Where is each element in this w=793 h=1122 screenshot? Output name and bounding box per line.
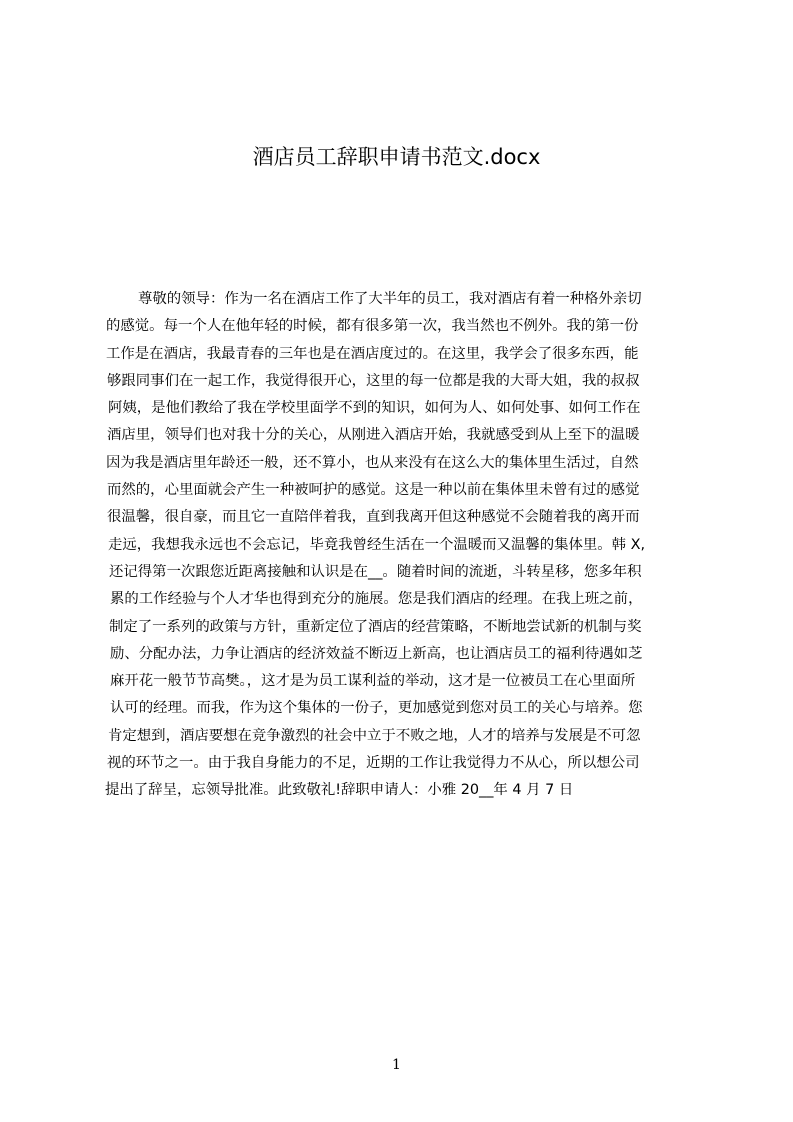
body-line: 尊敬的领导：作为一名在酒店工作了大半年的员工，我对酒店有着一种格外亲切 xyxy=(138,291,642,307)
body-line: 励、分配办法，力争让酒店的经济效益不断迈上新高，也让酒店员工的福利待遇如芝 xyxy=(110,645,643,662)
body-line: 肯定想到，酒店要想在竞争激烈的社会中立于不败之地，人才的培养与发展是不可忽 xyxy=(108,727,641,744)
body-line: 的感觉。每一个人在他年轻的时候，都有很多第一次，我当然也不例外。我的第一份 xyxy=(106,318,639,335)
page-number: 1 xyxy=(392,1057,401,1073)
body-line: 视的环节之一。由于我自身能力的不足，近期的工作让我觉得力不从心，所以想公司 xyxy=(107,755,640,772)
body-line: 走远，我想我永远也不会忘记，毕竟我曾经生活在一个温暖而又温馨的集体里。韩 X, xyxy=(108,536,646,553)
document-body xyxy=(106,286,706,805)
body-line: 认可的经理。而我，作为这个集体的一份子，更加感觉到您对员工的关心与培养。您 xyxy=(110,700,643,717)
body-line: 而然的，心里面就会产生一种被呵护的感觉。这是一种以前在集体里未曾有过的感觉 xyxy=(107,482,640,499)
body-line: 提出了辞呈，忘领导批准。此致敬礼!辞职申请人：小雅 20__年 4 月 7 日 xyxy=(105,782,574,799)
document-title: 酒店员工辞职申请书范文.docx xyxy=(252,145,541,169)
body-line: 累的工作经验与个人才华也得到充分的施展。您是我们酒店的经理。在我上班之前， xyxy=(110,591,643,608)
body-line: 够跟同事们在一起工作，我觉得很开心，这里的每一位都是我的大哥大姐，我的叔叔 xyxy=(107,372,640,389)
body-line: 麻开花一般节节高樊。，这才是为员工谋利益的举动，这才是一位被员工在心里面所 xyxy=(110,673,636,690)
body-line: 酒店里，领导们也对我十分的关心，从刚进入酒店开始，我就感受到从上至下的温暖 xyxy=(107,427,640,444)
body-line: 还记得第一次跟您近距离接触和认识是在__。随着时间的流逝，斗转星移，您多年积 xyxy=(109,563,642,580)
body-line: 制定了一系列的政策与方针，重新定位了酒店的经营策略，不断地尝试新的机制与奖 xyxy=(109,618,642,635)
body-line: 因为我是酒店里年龄还一般，还不算小，也从来没有在这么大的集体里生活过，自然 xyxy=(106,454,639,471)
body-line: 阿姨，是他们教给了我在学校里面学不到的知识，如何为人、如何处事、如何工作在 xyxy=(108,400,641,417)
body-line: 工作是在酒店，我最青春的三年也是在酒店度过的。在这里，我学会了很多东西，能 xyxy=(106,345,639,362)
body-line: 很温馨，很自豪，而且它一直陪伴着我，直到我离开但这种感觉不会随着我的离开而 xyxy=(107,509,640,526)
